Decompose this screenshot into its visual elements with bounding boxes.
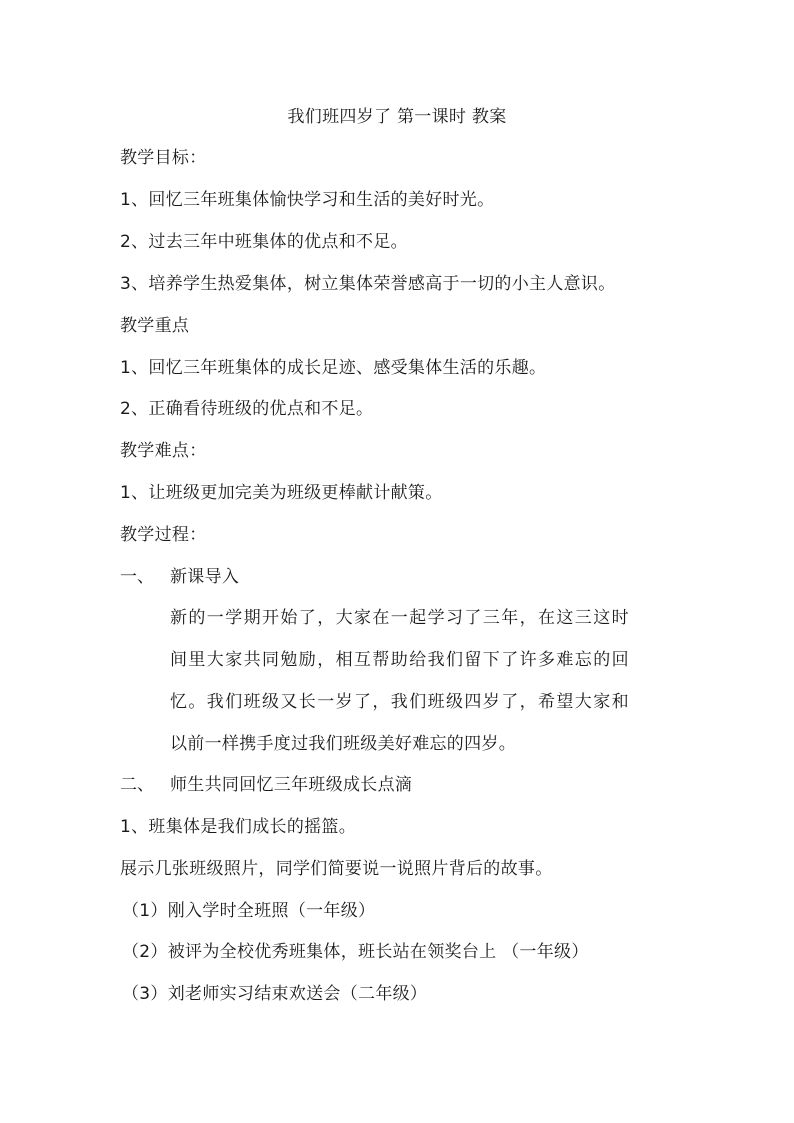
- section1-paragraph-line-1: 新的一学期开始了，大家在一起学习了三年，在这三这时: [170, 608, 630, 628]
- section2-intro: 展示几张班级照片，同学们简要说一说照片背后的故事。: [120, 859, 553, 879]
- section2-number: 二、: [120, 775, 154, 795]
- section2-title: 师生共同回忆三年班级成长点滴: [170, 775, 413, 795]
- key-point-2: 2、正确看待班级的优点和不足。: [120, 399, 374, 419]
- difficulty-heading: 教学难点：: [120, 441, 207, 461]
- key-heading: 教学重点: [120, 316, 190, 336]
- key-point-1: 1、回忆三年班集体的成长足迹、感受集体生活的乐趣。: [120, 358, 547, 378]
- difficulty-item-1: 1、让班级更加完美为班级更棒献计献策。: [120, 483, 443, 503]
- photo-item-2: （2）被评为全校优秀班集体，班长站在领奖台上 （一年级）: [122, 942, 589, 962]
- goal-item-3: 3、培养学生热爱集体，树立集体荣誉感高于一切的小主人意识。: [120, 274, 616, 294]
- section2-subheading-1: 1、班集体是我们成长的摇篮。: [120, 817, 357, 837]
- section1-paragraph-line-2: 间里大家共同勉励，相互帮助给我们留下了许多难忘的回: [170, 650, 630, 670]
- photo-item-1: （1）刚入学时全班照（一年级）: [122, 901, 376, 921]
- section1-paragraph-line-3: 忆。我们班级又长一岁了，我们班级四岁了，希望大家和: [170, 692, 630, 712]
- photo-item-3: （3）刘老师实习结束欢送会（二年级）: [122, 984, 428, 1004]
- goal-item-2: 2、过去三年中班集体的优点和不足。: [120, 232, 408, 252]
- section1-number: 一、: [120, 567, 154, 587]
- document-title: 我们班四岁了 第一课时 教案: [287, 107, 507, 127]
- section1-paragraph-line-4: 以前一样携手度过我们班级美好难忘的四岁。: [170, 734, 516, 754]
- goal-item-1: 1、回忆三年班集体愉快学习和生活的美好时光。: [120, 190, 495, 210]
- section1-title: 新课导入: [170, 567, 240, 587]
- goals-heading: 教学目标：: [120, 148, 207, 168]
- process-heading: 教学过程：: [120, 525, 207, 545]
